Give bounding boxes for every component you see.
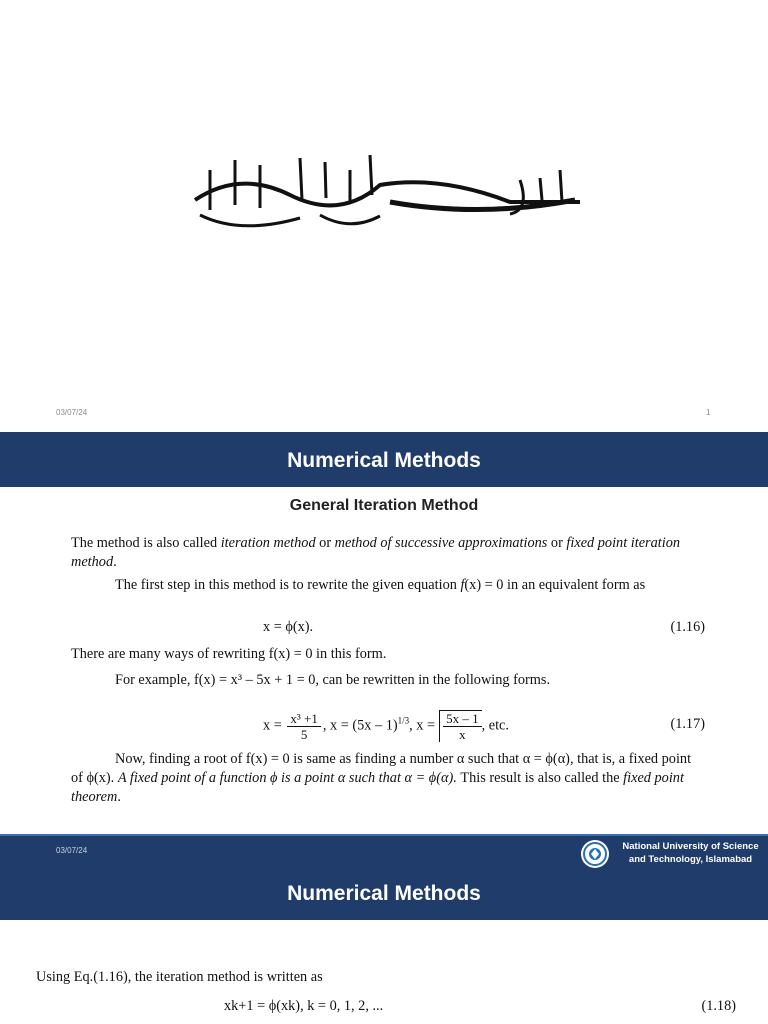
iteration-formula-slide bbox=[0, 868, 768, 1024]
slide-banner: Numerical Methods bbox=[0, 432, 768, 487]
paragraph-example: For example, f(x) = x³ – 5x + 1 = 0, can be rewritten in the following forms. bbox=[115, 672, 551, 688]
paragraph-fixed-point: Now, finding a root of f(x) = 0 is same as finding a number α such that α = ϕ(α), that is, a fixed point of ϕ(x). A fixed point of a function ϕ is a point α such that α = ϕ(α). This result is also called the fixed point theorem. bbox=[71, 751, 692, 805]
paragraph-rewrite: The first step in this method is to rewrite the given equation f(x) = 0 in an equivalent form as bbox=[115, 577, 646, 593]
fraction: $\frac{\text{x³ +1}}{5}$ bbox=[287, 711, 320, 742]
equation-text: xk+1 = ϕ(xk), k = 0, 1, 2, ... bbox=[224, 998, 384, 1014]
university-logo-icon bbox=[580, 839, 610, 868]
paragraph-intro: The method is also called iteration method or method of successive approximations or fixed point iteration method. bbox=[71, 535, 680, 570]
title-slide bbox=[0, 0, 768, 432]
equation-1-16 bbox=[71, 619, 705, 641]
equation-number: (1.16) bbox=[670, 619, 705, 635]
equation-1-18 bbox=[36, 998, 736, 1020]
slide-number: 1 bbox=[706, 408, 711, 417]
equation-number: (1.18) bbox=[701, 998, 736, 1014]
equation-text: x = ϕ(x). bbox=[263, 619, 314, 635]
square-root: $\frac{5x - 1}{x}$ bbox=[439, 710, 482, 742]
footer-date: 03/07/24 bbox=[56, 846, 88, 855]
equation-number: (1.17) bbox=[670, 716, 705, 732]
bismillah-calligraphy bbox=[180, 140, 600, 235]
university-name: National University of Science and Technology, Islamabad bbox=[622, 841, 759, 865]
paragraph-ways: There are many ways of rewriting f(x) = 0 in this form. bbox=[71, 646, 387, 662]
iteration-method-slide bbox=[0, 432, 768, 868]
slide-footer bbox=[0, 834, 768, 868]
equation-forms: x = $\frac{\text{x³ +1}}{5}$ , x = (5x – 1)$^{1/3}$, x = $\frac{5x - 1}{x}$ , etc. bbox=[263, 710, 509, 742]
slide-date: 03/07/24 bbox=[56, 408, 88, 417]
section-heading: General Iteration Method bbox=[289, 497, 479, 514]
equation-1-17 bbox=[71, 704, 705, 742]
slide-banner: Numerical Methods bbox=[0, 868, 768, 920]
paragraph-using-eq: Using Eq.(1.16), the iteration method is written as bbox=[36, 969, 323, 985]
